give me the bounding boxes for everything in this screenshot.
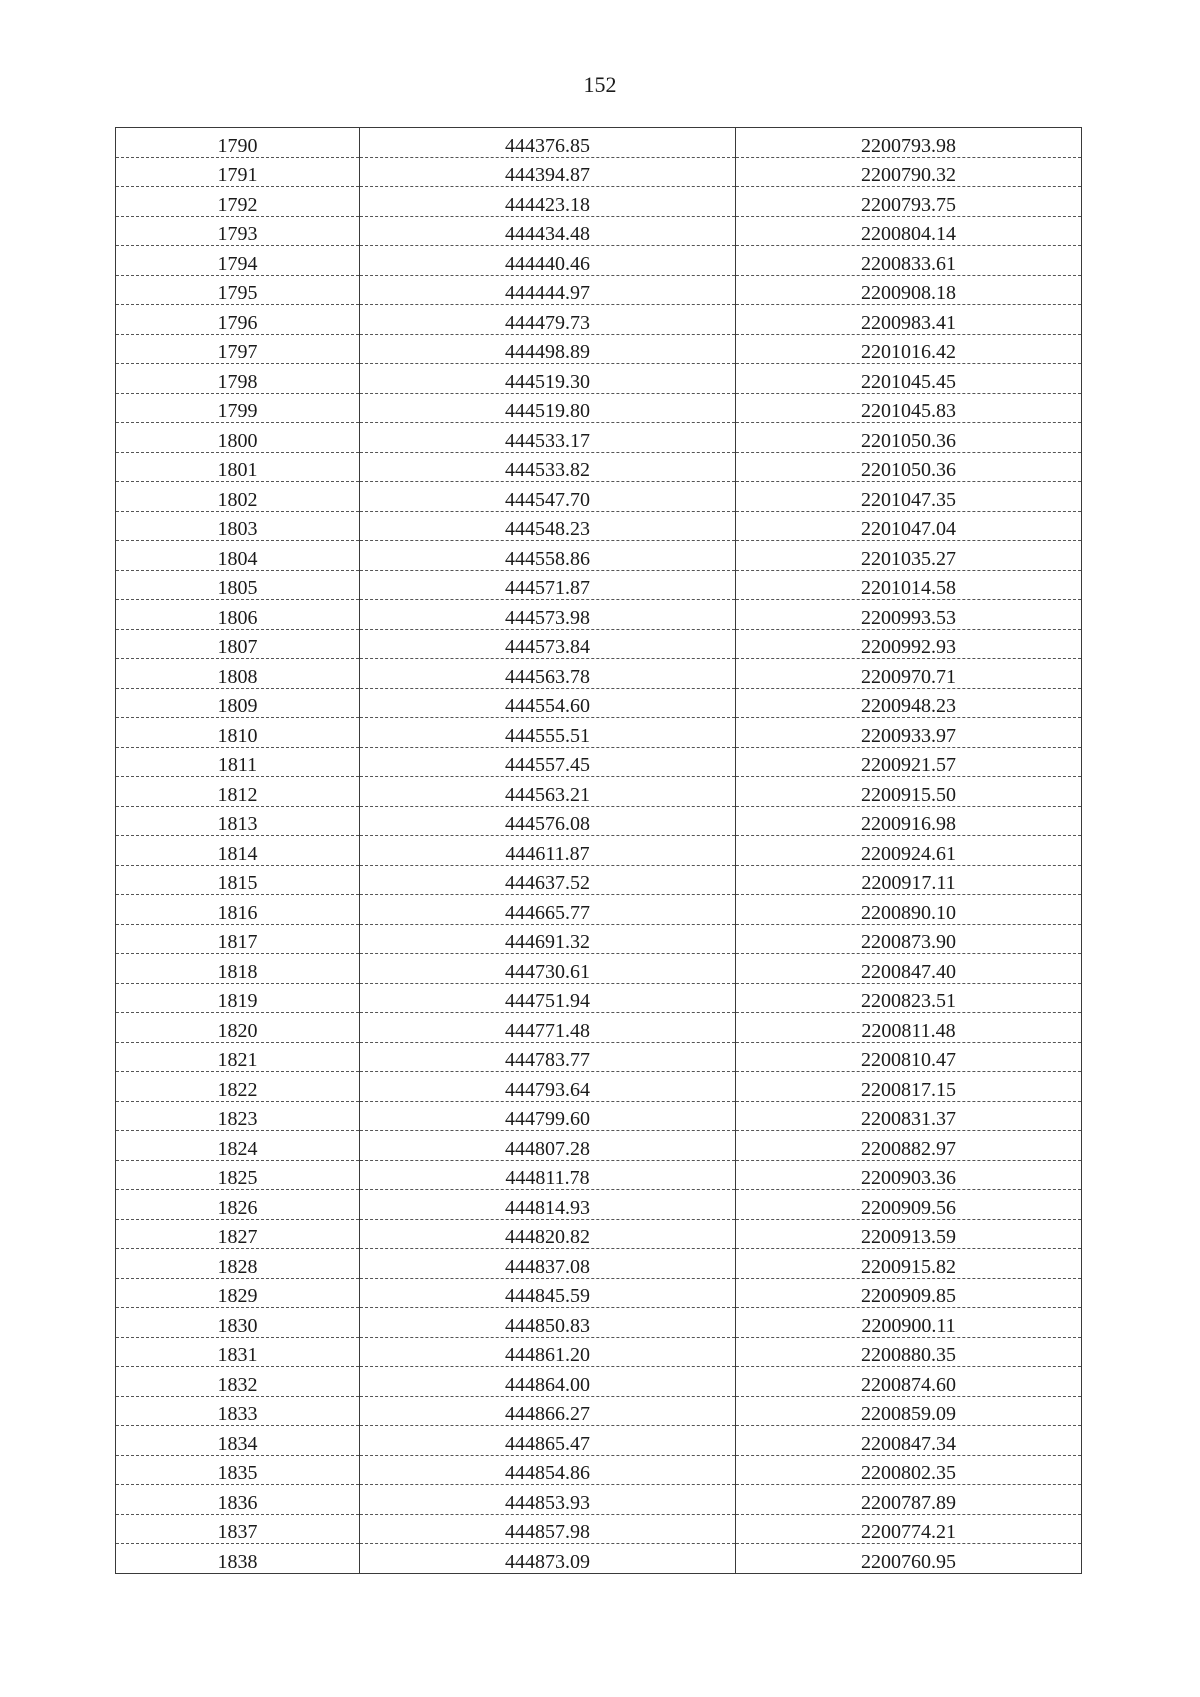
y-coordinate-cell: 2201035.27 bbox=[736, 541, 1082, 571]
y-coordinate-cell: 2200948.23 bbox=[736, 688, 1082, 718]
table-row bbox=[116, 688, 1082, 718]
y-coordinate-cell: 2200916.98 bbox=[736, 806, 1082, 836]
table-row bbox=[116, 1101, 1082, 1131]
table-row bbox=[116, 1426, 1082, 1456]
x-coordinate-cell: 444498.89 bbox=[360, 334, 736, 364]
table-row bbox=[116, 157, 1082, 187]
table-row bbox=[116, 393, 1082, 423]
x-coordinate-cell: 444771.48 bbox=[360, 1013, 736, 1043]
x-coordinate-cell: 444811.78 bbox=[360, 1160, 736, 1190]
point-number-cell: 1834 bbox=[116, 1426, 360, 1456]
x-coordinate-cell: 444555.51 bbox=[360, 718, 736, 748]
y-coordinate-cell: 2200924.61 bbox=[736, 836, 1082, 866]
point-number-cell: 1825 bbox=[116, 1160, 360, 1190]
coordinate-table bbox=[115, 127, 1082, 1574]
table-body bbox=[116, 128, 1082, 1574]
y-coordinate-cell: 2201045.45 bbox=[736, 364, 1082, 394]
point-number-cell: 1835 bbox=[116, 1455, 360, 1485]
y-coordinate-cell: 2200859.09 bbox=[736, 1396, 1082, 1426]
point-number-cell: 1818 bbox=[116, 954, 360, 984]
table-row bbox=[116, 1485, 1082, 1515]
point-number-cell: 1837 bbox=[116, 1514, 360, 1544]
table-row bbox=[116, 128, 1082, 158]
point-number-cell: 1824 bbox=[116, 1131, 360, 1161]
table-row bbox=[116, 1278, 1082, 1308]
y-coordinate-cell: 2200970.71 bbox=[736, 659, 1082, 689]
point-number-cell: 1832 bbox=[116, 1367, 360, 1397]
x-coordinate-cell: 444571.87 bbox=[360, 570, 736, 600]
y-coordinate-cell: 2200811.48 bbox=[736, 1013, 1082, 1043]
x-coordinate-cell: 444376.85 bbox=[360, 128, 736, 158]
x-coordinate-cell: 444783.77 bbox=[360, 1042, 736, 1072]
y-coordinate-cell: 2200915.50 bbox=[736, 777, 1082, 807]
table-row bbox=[116, 600, 1082, 630]
x-coordinate-cell: 444691.32 bbox=[360, 924, 736, 954]
y-coordinate-cell: 2201047.04 bbox=[736, 511, 1082, 541]
table-row bbox=[116, 836, 1082, 866]
x-coordinate-cell: 444751.94 bbox=[360, 983, 736, 1013]
point-number-cell: 1821 bbox=[116, 1042, 360, 1072]
y-coordinate-cell: 2200847.40 bbox=[736, 954, 1082, 984]
y-coordinate-cell: 2200909.56 bbox=[736, 1190, 1082, 1220]
y-coordinate-cell: 2200882.97 bbox=[736, 1131, 1082, 1161]
x-coordinate-cell: 444563.21 bbox=[360, 777, 736, 807]
table-row bbox=[116, 334, 1082, 364]
x-coordinate-cell: 444533.17 bbox=[360, 423, 736, 453]
point-number-cell: 1794 bbox=[116, 246, 360, 276]
x-coordinate-cell: 444557.45 bbox=[360, 747, 736, 777]
point-number-cell: 1795 bbox=[116, 275, 360, 305]
x-coordinate-cell: 444548.23 bbox=[360, 511, 736, 541]
x-coordinate-cell: 444864.00 bbox=[360, 1367, 736, 1397]
x-coordinate-cell: 444873.09 bbox=[360, 1544, 736, 1574]
y-coordinate-cell: 2200831.37 bbox=[736, 1101, 1082, 1131]
x-coordinate-cell: 444519.30 bbox=[360, 364, 736, 394]
point-number-cell: 1829 bbox=[116, 1278, 360, 1308]
y-coordinate-cell: 2201016.42 bbox=[736, 334, 1082, 364]
table-row bbox=[116, 1249, 1082, 1279]
y-coordinate-cell: 2200908.18 bbox=[736, 275, 1082, 305]
point-number-cell: 1827 bbox=[116, 1219, 360, 1249]
point-number-cell: 1826 bbox=[116, 1190, 360, 1220]
y-coordinate-cell: 2200993.53 bbox=[736, 600, 1082, 630]
point-number-cell: 1790 bbox=[116, 128, 360, 158]
table-row bbox=[116, 777, 1082, 807]
y-coordinate-cell: 2200787.89 bbox=[736, 1485, 1082, 1515]
point-number-cell: 1802 bbox=[116, 482, 360, 512]
y-coordinate-cell: 2200804.14 bbox=[736, 216, 1082, 246]
table-row bbox=[116, 541, 1082, 571]
point-number-cell: 1801 bbox=[116, 452, 360, 482]
y-coordinate-cell: 2200890.10 bbox=[736, 895, 1082, 925]
x-coordinate-cell: 444533.82 bbox=[360, 452, 736, 482]
x-coordinate-cell: 444837.08 bbox=[360, 1249, 736, 1279]
y-coordinate-cell: 2200874.60 bbox=[736, 1367, 1082, 1397]
y-coordinate-cell: 2201014.58 bbox=[736, 570, 1082, 600]
table-row bbox=[116, 1544, 1082, 1574]
point-number-cell: 1796 bbox=[116, 305, 360, 335]
point-number-cell: 1833 bbox=[116, 1396, 360, 1426]
table-row bbox=[116, 1514, 1082, 1544]
point-number-cell: 1799 bbox=[116, 393, 360, 423]
y-coordinate-cell: 2200823.51 bbox=[736, 983, 1082, 1013]
y-coordinate-cell: 2200933.97 bbox=[736, 718, 1082, 748]
x-coordinate-cell: 444866.27 bbox=[360, 1396, 736, 1426]
point-number-cell: 1804 bbox=[116, 541, 360, 571]
y-coordinate-cell: 2200793.75 bbox=[736, 187, 1082, 217]
point-number-cell: 1815 bbox=[116, 865, 360, 895]
x-coordinate-cell: 444730.61 bbox=[360, 954, 736, 984]
y-coordinate-cell: 2200913.59 bbox=[736, 1219, 1082, 1249]
x-coordinate-cell: 444820.82 bbox=[360, 1219, 736, 1249]
point-number-cell: 1805 bbox=[116, 570, 360, 600]
x-coordinate-cell: 444814.93 bbox=[360, 1190, 736, 1220]
y-coordinate-cell: 2200921.57 bbox=[736, 747, 1082, 777]
point-number-cell: 1814 bbox=[116, 836, 360, 866]
y-coordinate-cell: 2201050.36 bbox=[736, 423, 1082, 453]
table-row bbox=[116, 1308, 1082, 1338]
x-coordinate-cell: 444394.87 bbox=[360, 157, 736, 187]
point-number-cell: 1808 bbox=[116, 659, 360, 689]
x-coordinate-cell: 444444.97 bbox=[360, 275, 736, 305]
point-number-cell: 1813 bbox=[116, 806, 360, 836]
page-number: 152 bbox=[583, 72, 617, 97]
x-coordinate-cell: 444637.52 bbox=[360, 865, 736, 895]
point-number-cell: 1819 bbox=[116, 983, 360, 1013]
y-coordinate-cell: 2200983.41 bbox=[736, 305, 1082, 335]
x-coordinate-cell: 444853.93 bbox=[360, 1485, 736, 1515]
table-row bbox=[116, 659, 1082, 689]
point-number-cell: 1792 bbox=[116, 187, 360, 217]
table-row bbox=[116, 1042, 1082, 1072]
point-number-cell: 1816 bbox=[116, 895, 360, 925]
y-coordinate-cell: 2201047.35 bbox=[736, 482, 1082, 512]
point-number-cell: 1828 bbox=[116, 1249, 360, 1279]
y-coordinate-cell: 2200802.35 bbox=[736, 1455, 1082, 1485]
table-row bbox=[116, 629, 1082, 659]
point-number-cell: 1812 bbox=[116, 777, 360, 807]
x-coordinate-cell: 444576.08 bbox=[360, 806, 736, 836]
x-coordinate-cell: 444793.64 bbox=[360, 1072, 736, 1102]
y-coordinate-cell: 2201050.36 bbox=[736, 452, 1082, 482]
point-number-cell: 1791 bbox=[116, 157, 360, 187]
x-coordinate-cell: 444861.20 bbox=[360, 1337, 736, 1367]
point-number-cell: 1809 bbox=[116, 688, 360, 718]
point-number-cell: 1807 bbox=[116, 629, 360, 659]
y-coordinate-cell: 2200900.11 bbox=[736, 1308, 1082, 1338]
table-row bbox=[116, 1131, 1082, 1161]
x-coordinate-cell: 444434.48 bbox=[360, 216, 736, 246]
point-number-cell: 1793 bbox=[116, 216, 360, 246]
y-coordinate-cell: 2200817.15 bbox=[736, 1072, 1082, 1102]
y-coordinate-cell: 2200880.35 bbox=[736, 1337, 1082, 1367]
x-coordinate-cell: 444807.28 bbox=[360, 1131, 736, 1161]
table-row bbox=[116, 718, 1082, 748]
x-coordinate-cell: 444563.78 bbox=[360, 659, 736, 689]
y-coordinate-cell: 2201045.83 bbox=[736, 393, 1082, 423]
x-coordinate-cell: 444854.86 bbox=[360, 1455, 736, 1485]
table-row bbox=[116, 1337, 1082, 1367]
point-number-cell: 1798 bbox=[116, 364, 360, 394]
x-coordinate-cell: 444547.70 bbox=[360, 482, 736, 512]
table-row bbox=[116, 895, 1082, 925]
y-coordinate-cell: 2200909.85 bbox=[736, 1278, 1082, 1308]
y-coordinate-cell: 2200873.90 bbox=[736, 924, 1082, 954]
y-coordinate-cell: 2200847.34 bbox=[736, 1426, 1082, 1456]
point-number-cell: 1806 bbox=[116, 600, 360, 630]
y-coordinate-cell: 2200833.61 bbox=[736, 246, 1082, 276]
table-row bbox=[116, 865, 1082, 895]
y-coordinate-cell: 2200760.95 bbox=[736, 1544, 1082, 1574]
table-row bbox=[116, 924, 1082, 954]
x-coordinate-cell: 444845.59 bbox=[360, 1278, 736, 1308]
table-row bbox=[116, 246, 1082, 276]
table-row bbox=[116, 983, 1082, 1013]
table-row bbox=[116, 275, 1082, 305]
table-row bbox=[116, 570, 1082, 600]
point-number-cell: 1800 bbox=[116, 423, 360, 453]
table-row bbox=[116, 216, 1082, 246]
table-row bbox=[116, 806, 1082, 836]
point-number-cell: 1838 bbox=[116, 1544, 360, 1574]
x-coordinate-cell: 444665.77 bbox=[360, 895, 736, 925]
table-row bbox=[116, 305, 1082, 335]
table-row bbox=[116, 747, 1082, 777]
x-coordinate-cell: 444611.87 bbox=[360, 836, 736, 866]
y-coordinate-cell: 2200790.32 bbox=[736, 157, 1082, 187]
point-number-cell: 1811 bbox=[116, 747, 360, 777]
table-row bbox=[116, 1219, 1082, 1249]
y-coordinate-cell: 2200793.98 bbox=[736, 128, 1082, 158]
x-coordinate-cell: 444573.84 bbox=[360, 629, 736, 659]
point-number-cell: 1823 bbox=[116, 1101, 360, 1131]
y-coordinate-cell: 2200903.36 bbox=[736, 1160, 1082, 1190]
x-coordinate-cell: 444865.47 bbox=[360, 1426, 736, 1456]
table-row bbox=[116, 1190, 1082, 1220]
point-number-cell: 1803 bbox=[116, 511, 360, 541]
table-row bbox=[116, 1396, 1082, 1426]
point-number-cell: 1820 bbox=[116, 1013, 360, 1043]
table-row bbox=[116, 187, 1082, 217]
point-number-cell: 1830 bbox=[116, 1308, 360, 1338]
table-row bbox=[116, 511, 1082, 541]
table-row bbox=[116, 423, 1082, 453]
table-row bbox=[116, 1013, 1082, 1043]
x-coordinate-cell: 444799.60 bbox=[360, 1101, 736, 1131]
table-row bbox=[116, 482, 1082, 512]
y-coordinate-cell: 2200915.82 bbox=[736, 1249, 1082, 1279]
table-row bbox=[116, 452, 1082, 482]
x-coordinate-cell: 444479.73 bbox=[360, 305, 736, 335]
x-coordinate-cell: 444857.98 bbox=[360, 1514, 736, 1544]
y-coordinate-cell: 2200917.11 bbox=[736, 865, 1082, 895]
point-number-cell: 1822 bbox=[116, 1072, 360, 1102]
table-row bbox=[116, 1072, 1082, 1102]
point-number-cell: 1810 bbox=[116, 718, 360, 748]
point-number-cell: 1831 bbox=[116, 1337, 360, 1367]
point-number-cell: 1836 bbox=[116, 1485, 360, 1515]
x-coordinate-cell: 444423.18 bbox=[360, 187, 736, 217]
table-row bbox=[116, 954, 1082, 984]
x-coordinate-cell: 444519.80 bbox=[360, 393, 736, 423]
table-row bbox=[116, 364, 1082, 394]
y-coordinate-cell: 2200992.93 bbox=[736, 629, 1082, 659]
y-coordinate-cell: 2200774.21 bbox=[736, 1514, 1082, 1544]
table-row bbox=[116, 1160, 1082, 1190]
point-number-cell: 1797 bbox=[116, 334, 360, 364]
table-row bbox=[116, 1367, 1082, 1397]
x-coordinate-cell: 444440.46 bbox=[360, 246, 736, 276]
x-coordinate-cell: 444558.86 bbox=[360, 541, 736, 571]
x-coordinate-cell: 444554.60 bbox=[360, 688, 736, 718]
x-coordinate-cell: 444573.98 bbox=[360, 600, 736, 630]
x-coordinate-cell: 444850.83 bbox=[360, 1308, 736, 1338]
y-coordinate-cell: 2200810.47 bbox=[736, 1042, 1082, 1072]
point-number-cell: 1817 bbox=[116, 924, 360, 954]
table-row bbox=[116, 1455, 1082, 1485]
